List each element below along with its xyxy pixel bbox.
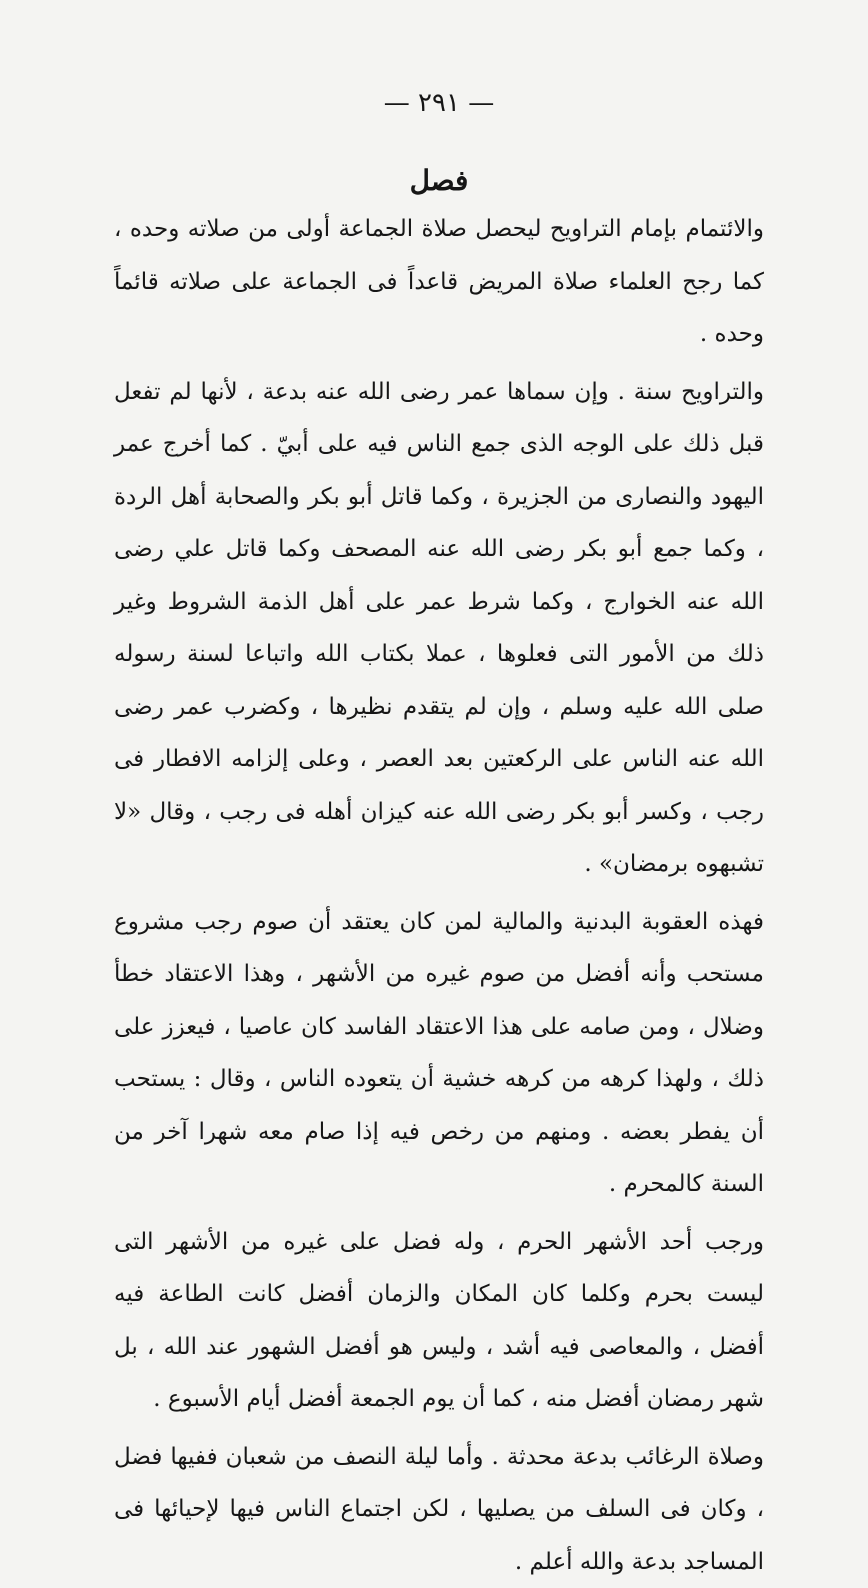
section-heading: فصل: [114, 164, 764, 197]
paragraph-2: والتراويح سنة . وإن سماها عمر رضى الله عنه بدعة ، لأنها لم تفعل قبل ذلك على الوجه الذى جمع الناس فيه على أبيّ . كما أخرج عمر اليهود والنصارى من الجزيرة ، وكما قاتل أبو بكر والصحابة أهل الردة ، وكما جمع أبو بكر رضى الله عنه المصحف وكما قاتل علي رضى الله عنه الخوارج ، وكما شرط عمر على أهل الذمة الشروط وغير ذلك من الأمور التى فعلوها ، عملا بكتاب الله واتباعا لسنة رسوله صلى الله عليه وسلم ، وإن لم يتقدم نظيرها ، وكضرب عمر رضى الله عنه الناس على الركعتين بعد العصر ، وعلى إلزامه الافطار فى رجب ، وكسر أبو بكر رضى الله عنه كيزان أهله فى رجب ، وقال «لا تشبهوه برمضان» .: [114, 366, 764, 891]
page-number: — ٢٩١ —: [114, 88, 764, 118]
paragraph-5: وصلاة الرغائب بدعة محدثة . وأما ليلة النصف من شعبان ففيها فضل ، وكان فى السلف من يصليها ، لكن اجتماع الناس فيها لإحيائها فى المساجد بدعة والله أعلم .: [114, 1431, 764, 1588]
paragraph-1: والائتمام بإمام التراويح ليحصل صلاة الجماعة أولى من صلاته وحده ، كما رجح العلماء صلاة المريض قاعداً فى الجماعة على صلاته قائماً وحده .: [114, 203, 764, 361]
paragraph-4: ورجب أحد الأشهر الحرم ، وله فضل على غيره من الأشهر التى ليست بحرم وكلما كان المكان والزمان أفضل كانت الطاعة فيه أفضل ، والمعاصى فيه أشد ، وليس هو أفضل الشهور عند الله ، بل شهر رمضان أفضل منه ، كما أن يوم الجمعة أفضل أيام الأسبوع .: [114, 1216, 764, 1426]
paragraph-3: فهذه العقوبة البدنية والمالية لمن كان يعتقد أن صوم رجب مشروع مستحب وأنه أفضل من صوم غيره من الأشهر ، وهذا الاعتقاد خطأ وضلال ، ومن صامه على هذا الاعتقاد الفاسد كان عاصيا ، فيعزز على ذلك ، ولهذا كرهه من كرهه خشية أن يتعوده الناس ، وقال : يستحب أن يفطر بعضه . ومنهم من رخص فيه إذا صام معه شهرا آخر من السنة كالمحرم .: [114, 896, 764, 1211]
